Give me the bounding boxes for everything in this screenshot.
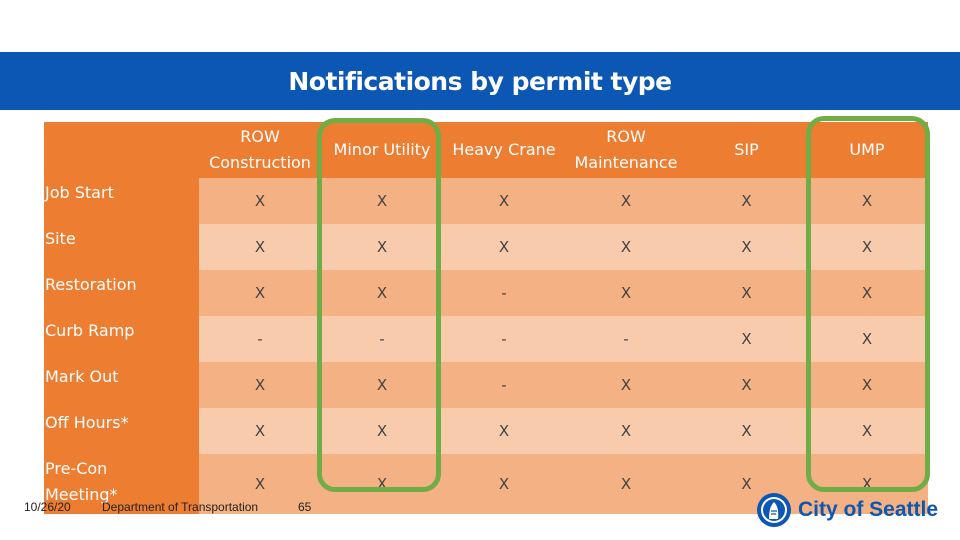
col-header-ump: UMP	[806, 122, 928, 178]
table-cell: -	[443, 362, 565, 408]
table-cell: -	[565, 316, 687, 362]
table-header-row	[44, 122, 928, 178]
footer-page-number: 65	[298, 500, 312, 514]
seattle-seal-icon	[756, 492, 792, 528]
table-cell: X	[687, 178, 806, 224]
row-label: Job Start	[44, 178, 199, 224]
row-label: Mark Out	[44, 362, 199, 408]
col-header-heavy-crane: Heavy Crane	[443, 122, 565, 178]
table-row	[44, 178, 928, 224]
table-cell: X	[199, 178, 321, 224]
footer-department: Department of Transportation	[102, 500, 259, 514]
slide-title: Notifications by permit type	[288, 66, 672, 96]
table-cell: X	[443, 454, 565, 514]
table-cell: X	[321, 362, 443, 408]
table-cell: X	[806, 224, 928, 270]
header-corner	[44, 122, 199, 178]
col-header-sip: SIP	[687, 122, 806, 178]
table-cell: X	[199, 454, 321, 514]
table-cell: X	[199, 224, 321, 270]
title-bar	[0, 52, 960, 110]
table-cell: X	[565, 454, 687, 514]
city-of-seattle-logo	[756, 490, 952, 530]
table-cell: X	[687, 362, 806, 408]
logo-text: City of Seattle	[798, 498, 939, 521]
table-cell: X	[199, 408, 321, 454]
table-cell: X	[443, 178, 565, 224]
permit-table-container	[44, 122, 928, 504]
table-cell: X	[199, 362, 321, 408]
footer-date: 10/26/20	[24, 500, 71, 514]
table-cell: X	[565, 224, 687, 270]
table-cell: -	[199, 316, 321, 362]
table-cell: X	[321, 178, 443, 224]
table-cell: X	[806, 178, 928, 224]
permit-table	[44, 122, 928, 514]
row-label: Pre-Con Meeting*	[44, 454, 199, 514]
col-header-row-construction: ROW Construction	[199, 122, 321, 178]
table-cell: X	[443, 408, 565, 454]
table-cell: X	[806, 454, 928, 514]
table-row	[44, 224, 928, 270]
row-label: Off Hours*	[44, 408, 199, 454]
table-cell: X	[806, 362, 928, 408]
table-cell: X	[687, 454, 806, 514]
table-row	[44, 362, 928, 408]
table-cell: X	[687, 316, 806, 362]
table-cell: X	[321, 224, 443, 270]
table-cell: X	[687, 270, 806, 316]
table-cell: X	[806, 408, 928, 454]
table-cell: X	[321, 408, 443, 454]
table-cell: X	[806, 316, 928, 362]
table-cell: X	[565, 408, 687, 454]
table-cell: -	[443, 316, 565, 362]
table-row	[44, 316, 928, 362]
table-cell: -	[321, 316, 443, 362]
col-header-row-maintenance: ROW Maintenance	[565, 122, 687, 178]
table-cell: -	[443, 270, 565, 316]
col-header-minor-utility: Minor Utility	[321, 122, 443, 178]
row-label: Curb Ramp	[44, 316, 199, 362]
table-cell: X	[806, 270, 928, 316]
row-label: Site	[44, 224, 199, 270]
table-cell: X	[199, 270, 321, 316]
table-row	[44, 408, 928, 454]
table-cell: X	[565, 178, 687, 224]
row-label: Restoration	[44, 270, 199, 316]
table-cell: X	[565, 270, 687, 316]
table-cell: X	[687, 408, 806, 454]
table-cell: X	[321, 454, 443, 514]
table-cell: X	[321, 270, 443, 316]
table-cell: X	[687, 224, 806, 270]
table-cell: X	[565, 362, 687, 408]
table-row	[44, 270, 928, 316]
table-cell: X	[443, 224, 565, 270]
